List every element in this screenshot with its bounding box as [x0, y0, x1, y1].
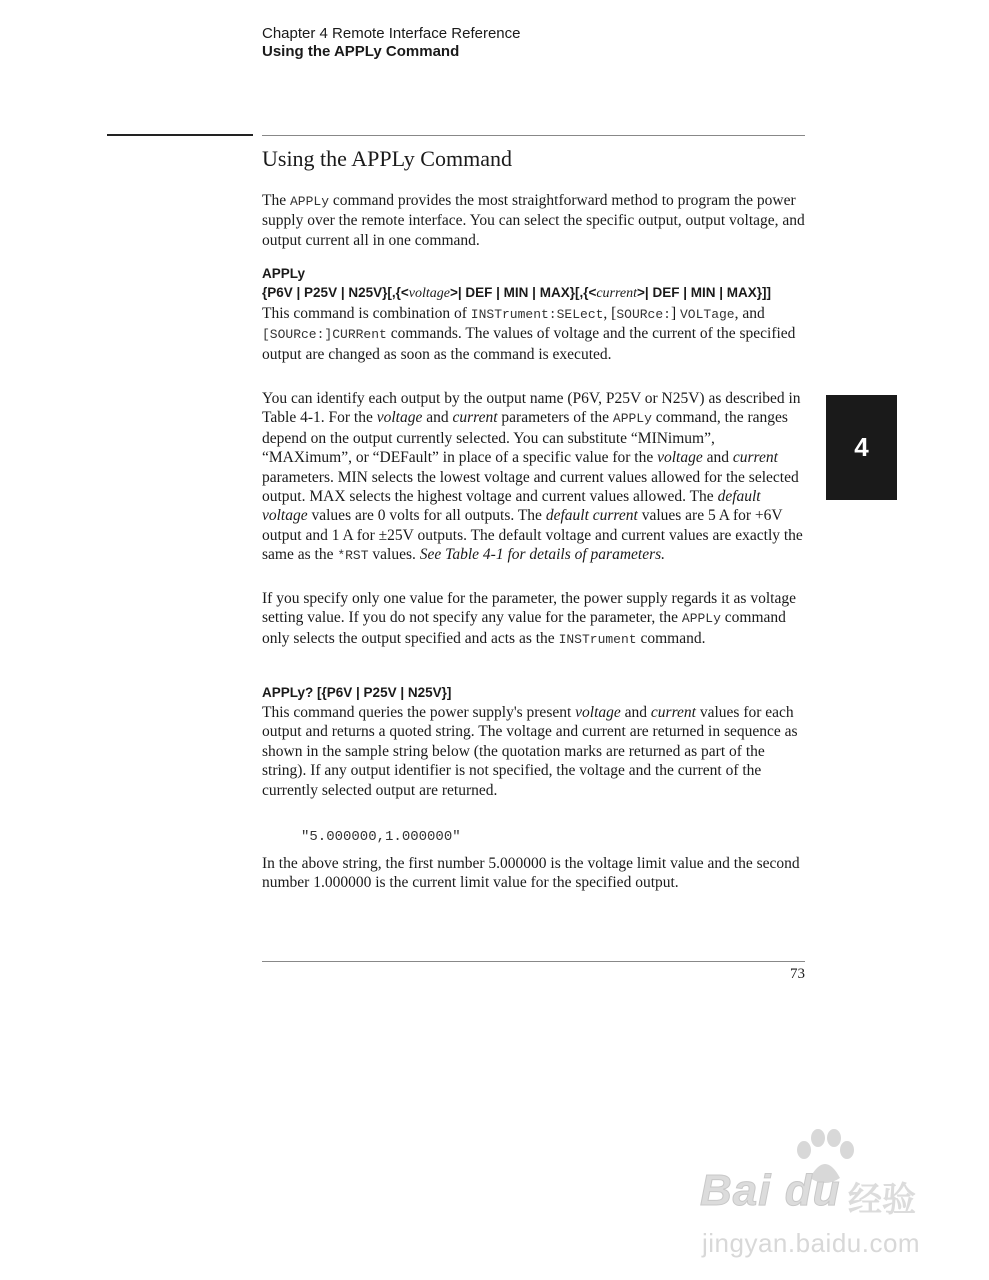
- watermark-brand: Bai du: [700, 1166, 841, 1215]
- baidu-watermark: [700, 1128, 940, 1268]
- apply-query-heading: APPLy? [{P6V | P25V | N25V}]: [262, 685, 452, 700]
- intro-paragraph: The APPLy command provides the most straightforward method to program the power supply over the remote interface. You can select the specific output, output voltage, and output current all in one command.: [262, 192, 805, 249]
- sample-explanation: In the above string, the first number 5.000000 is the voltage limit value and the second number 1.000000 is the current limit value for the specified output.: [262, 855, 800, 892]
- watermark-url: jingyan.baidu.com: [702, 1228, 921, 1258]
- apply-command-syntax: {P6V | P25V | N25V}[,{<voltage>| DEF | MIN | MAX}[,{<current>| DEF | MIN | MAX}]]: [262, 285, 772, 301]
- chapter-tab-number: 4: [854, 432, 869, 462]
- watermark-label: 经验: [848, 1181, 916, 1219]
- apply-command-name: APPLy: [262, 266, 306, 281]
- apply-query-description: This command queries the power supply's present voltage and current values for each output and returns a quoted string. The voltage and current are returned in sequence as shown in the sample string below (the quotation marks are returned as part of the string). If any output identifier is not specified, the voltage and the current of the currently selected output are returned.: [262, 704, 798, 799]
- footer-rule: [262, 961, 805, 962]
- sample-return-string: "5.000000,1.000000": [301, 829, 461, 845]
- apply-command-heading: [262, 264, 822, 303]
- running-head: [262, 25, 520, 61]
- section-rule-left: [107, 134, 253, 136]
- chapter-thumb-tab: [826, 395, 897, 500]
- apply-description: This command is combination of INSTrument:SELect, [SOURce:] VOLTage, and [SOURce:]CURRent commands. The values of voltage and the current of the specified output are changed as soon as the command is executed.: [262, 305, 796, 363]
- apply-single-value-paragraph: If you specify only one value for the parameter, the power supply regards it as voltage setting value. If you do not specify any value for the parameter, the APPLy command only selects the output specified and acts as the INSTrument command.: [262, 590, 796, 647]
- chapter-header: Chapter 4 Remote Interface Reference: [262, 25, 521, 42]
- page-number: 73: [790, 966, 805, 982]
- apply-parameters-paragraph: You can identify each output by the output name (P6V, P25V or N25V) as described in Table 4-1. For the voltage and current parameters of the APPLy command, the ranges depend on the output currently selected. You can substitute “MINimum”, “MAXimum”, or “DEFault” in place of a specific value for the voltage and current parameters. MIN selects the lowest voltage and current values allowed for the selected output. MAX selects the highest voltage and current values allowed. The default voltage values are 0 volts for all outputs. The default current values are 5 A for +6V output and 1 A for ±25V outputs. The default voltage and current values are exactly the same as the *RST values. See Table 4-1 for details of parameters.: [262, 390, 803, 564]
- section-rule-right: [262, 135, 805, 136]
- section-title: Using the APPLy Command: [262, 146, 512, 171]
- section-header: Using the APPLy Command: [262, 43, 460, 60]
